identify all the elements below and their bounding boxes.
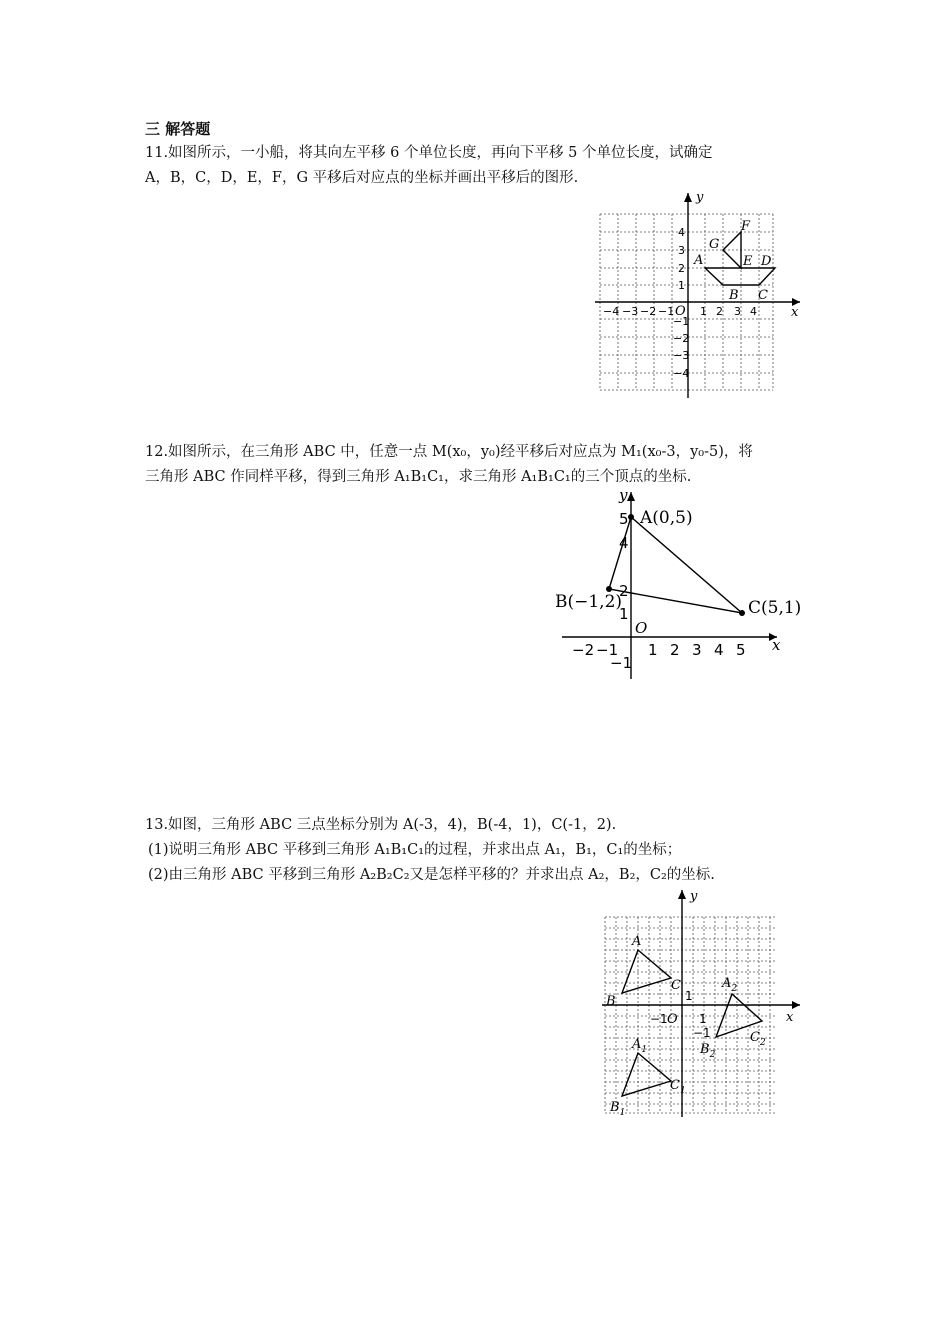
q11-origin-label: O [675,304,686,319]
q12-y-tick: 1 [619,605,629,623]
q12-x-tick: 1 [648,641,658,659]
q12-label-b: B(−1,2) [555,592,623,612]
q12-y-tick: 4 [619,534,629,552]
q11-y-label: y [696,190,704,205]
q11-text-line-1: 11.如图所示，一小船，将其向左平移 6 个单位长度，再向下平移 5 个单位长度，试确定 [145,145,713,161]
q11-x-tick: −2 [640,305,657,318]
q12-triangle-abc [609,517,742,613]
q12-text-line-1: 12.如图所示，在三角形 ABC 中，任意一点 M(x₀，y₀)经平移后对应点为 M₁(x₀-3，y₀-5)，将 [145,444,753,460]
q12-y-tick: 2 [619,582,629,600]
q11-x-tick: 4 [750,305,757,318]
q12-x-tick: −2 [572,641,595,659]
q12-origin-label: O [635,619,648,637]
q13-tick-neg-one-y: −1 [693,1026,711,1040]
q13-label-a: A [632,934,642,949]
q13-label-a2-sub: 2 [731,984,738,994]
q11-x-tick: −3 [622,305,639,318]
q12-y-label: y [619,486,628,504]
q11-point-G: G [709,237,720,252]
q12-triangle-figure [552,487,812,682]
q13-label-a2-letter: A [722,976,732,991]
q13-label-b1 [609,1100,625,1118]
q12-x-tick: 2 [670,641,680,659]
q13-x-label: x [786,1010,794,1025]
q11-y-tick: 3 [678,244,685,257]
q11-point-E: E [743,254,753,269]
q13-label-b1-letter: B [610,1100,620,1115]
q11-text-line-2: A，B，C，D，E，F，G 平移后对应点的坐标并画出平移后的图形. [145,170,579,186]
q13-tick-neg-one-x: −1 [650,1012,668,1026]
q11-boat-figure [595,188,815,398]
q13-y-arrow-icon [678,890,686,899]
q13-label-a1-letter: A [632,1037,642,1052]
q13-label-b2-sub: 2 [709,1050,716,1060]
q11-x-tick: 1 [700,305,707,318]
q12-y-tick: 5 [619,510,629,528]
q12-x-tick: 3 [692,641,702,659]
q12-y-arrow-icon [627,492,635,501]
q12-vertex-c [739,610,745,616]
q11-point-B: B [729,288,739,303]
q11-y-arrow-icon [684,193,692,202]
q12-x-tick: 4 [714,641,724,659]
q12-label-a: A(0,5) [640,508,693,528]
q11-y-tick: 4 [678,226,685,239]
q11-y-tick: −3 [673,349,690,362]
q13-triangle-a1b1c1 [622,1053,671,1096]
q11-y-tick: −4 [673,367,690,380]
q13-text-line-1: 13.如图，三角形 ABC 三点坐标分别为 A(-3，4)，B(-4，1)，C(-1，2). [145,817,617,833]
q11-x-tick: −1 [658,305,675,318]
q12-x-label: x [772,636,781,654]
q11-y-tick: −2 [673,332,690,345]
q11-point-F: F [741,219,751,234]
q13-grid [605,917,776,1113]
q11-y-tick: 1 [678,279,685,292]
q13-label-c2-sub: 2 [759,1038,766,1048]
q11-y-tick: 2 [678,262,685,275]
q13-triangle-abc [622,950,671,993]
q11-boat-hull [705,268,775,285]
q13-label-a2 [721,976,737,994]
q13-label-b: B [606,994,616,1009]
q13-label-c2 [750,1030,766,1048]
q13-label-b1-sub: 1 [619,1108,626,1118]
q11-point-D: D [761,254,772,269]
q13-translation-figure [600,885,815,1125]
q13-label-c1-sub: 1 [679,1086,686,1096]
q13-text-line-2: (1)说明三角形 ABC 平移到三角形 A₁B₁C₁的过程，并求出点 A₁，B₁，C₁的坐标； [148,842,682,858]
section-title: 三 解答题 [145,120,211,138]
q13-y-label: y [690,889,698,904]
q13-label-c2-letter: C [750,1030,760,1045]
q13-tick-one: 1 [685,989,693,1003]
q12-text-line-2: 三角形 ABC 作同样平移，得到三角形 A₁B₁C₁，求三角形 A₁B₁C₁的三个顶点的坐标. [145,469,692,485]
q13-label-c: C [671,978,681,993]
q11-x-label: x [791,305,799,320]
q13-tick-one-x: 1 [699,1012,707,1026]
q13-label-a1-sub: 1 [641,1045,648,1055]
q11-y-tick: −1 [673,315,690,328]
q13-label-b2 [699,1042,716,1060]
q12-x-tick: 5 [736,641,746,659]
q12-vertex-a [628,514,634,520]
q13-origin-label: O [667,1012,678,1027]
q11-x-tick: 3 [734,305,741,318]
q11-point-A: A [694,253,704,268]
q11-x-tick: −4 [603,305,620,318]
q12-y-tick: −1 [610,654,633,672]
q12-x-tick: −1 [596,641,619,659]
q13-x-arrow-icon [792,1001,800,1009]
q11-x-tick: 2 [716,305,723,318]
q13-label-a1 [631,1037,647,1055]
q13-label-b2-letter: B [700,1042,710,1057]
q13-label-c1-letter: C [670,1078,680,1093]
q13-text-line-3: (2)由三角形 ABC 平移到三角形 A₂B₂C₂又是怎样平移的？并求出点 A₂，B₂，C₂的坐标. [148,867,715,883]
q11-point-C: C [758,288,768,303]
q12-label-c: C(5,1) [748,598,802,618]
